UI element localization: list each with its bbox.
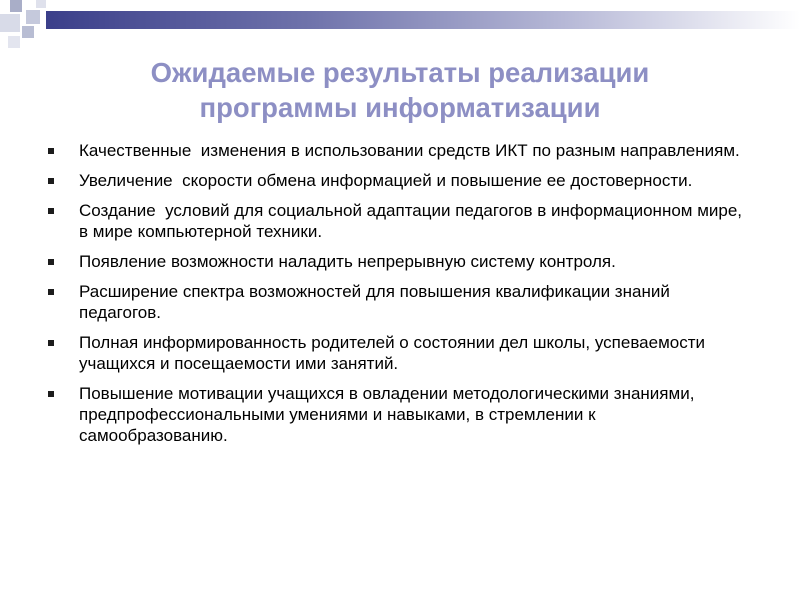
- slide-title: [40, 55, 760, 125]
- list-item: [44, 383, 744, 446]
- decorative-square: [0, 14, 20, 32]
- bullet-text: Расширение спектра возможностей для повышения квалификации знаний педагогов.: [79, 282, 675, 322]
- square-bullet-icon: [48, 148, 54, 154]
- bullet-text: Увеличение скорости обмена информацией и повышение ее достоверности.: [79, 171, 693, 190]
- square-bullet-icon: [48, 391, 54, 397]
- list-item: [44, 170, 744, 191]
- decorative-square: [36, 0, 46, 8]
- square-bullet-icon: [48, 178, 54, 184]
- decorative-square: [26, 10, 40, 24]
- square-bullet-icon: [48, 208, 54, 214]
- decorative-square: [8, 36, 20, 48]
- decorative-square: [10, 0, 22, 12]
- list-item: [44, 200, 747, 242]
- list-item: [44, 332, 744, 374]
- square-bullet-icon: [48, 289, 54, 295]
- title-line: программы информатизации: [199, 92, 601, 123]
- list-item: [44, 281, 744, 323]
- bullet-text: Качественные изменения в использовании средств ИКТ по разным направлениям.: [79, 141, 740, 160]
- bullet-text: Создание условий для социальной адаптации педагогов в информационном мире, в мире компьютерной техники.: [79, 201, 747, 241]
- bullet-text: Появление возможности наладить непрерывную систему контроля.: [79, 252, 616, 271]
- square-bullet-icon: [48, 340, 54, 346]
- title-line: Ожидаемые результаты реализации: [150, 57, 650, 88]
- bullet-list: [44, 140, 747, 455]
- bullet-text: Полная информированность родителей о состоянии дел школы, успеваемости учащихся и посещаемости ими занятий.: [79, 333, 710, 373]
- list-item: [44, 251, 744, 272]
- decorative-square: [22, 26, 34, 38]
- square-bullet-icon: [48, 259, 54, 265]
- header-gradient-band: [46, 11, 800, 29]
- list-item: [44, 140, 744, 161]
- bullet-text: Повышение мотивации учащихся в овладении методологическими знаниями, предпрофессиональными умениями и навыками, в стремлении к самообразованию.: [79, 384, 700, 445]
